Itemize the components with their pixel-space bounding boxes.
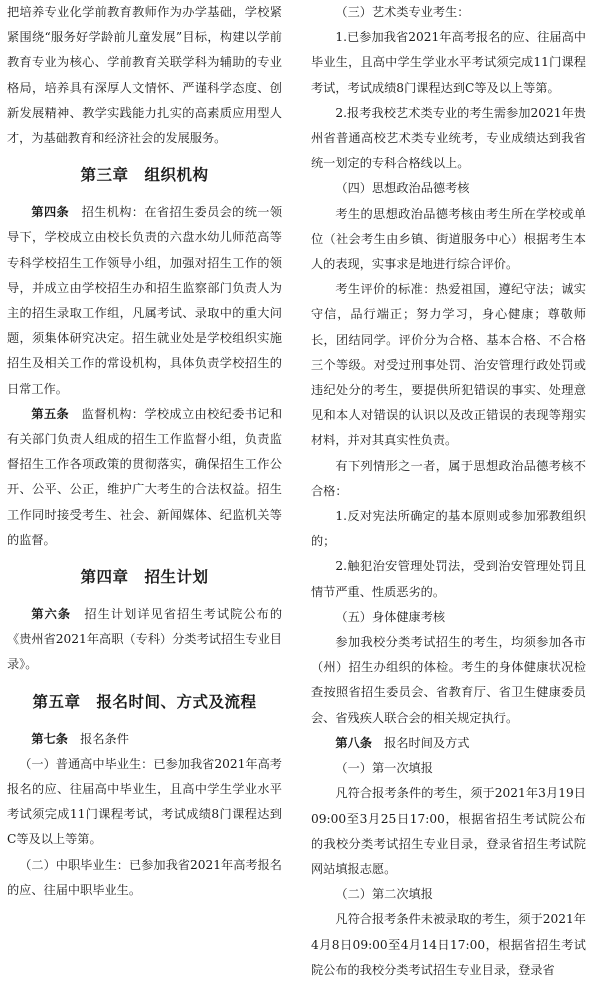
article-8 <box>311 731 586 756</box>
section-5-paragraph: 参加我校分类考试招生的考生，均须参加各市（州）招生办组织的体检。考生的身体健康状况检查按照省招生委员会、省教育厅、省卫生健康委员会、省残疾人联合会的相关规定执行。 <box>311 635 586 725</box>
section-4-paragraph-2: 考生评价的标准：热爱祖国，遵纪守法；诚实守信，品行端正；努力学习，身心健康；尊敬师长，团结同学。评价分为合格、基本合格、不合格三个等级。对受过刑事处罚、治安管理行政处罚或违纪处分的考生，要提供所犯错误的事实、处理意见和本人对错误的认识以及改正错误的表现等翔实材料，并对其真实性负责。 <box>311 282 586 448</box>
article-6-text: 招生计划详见省招生考试院公布的《贵州省2021年高职（专科）分类考试招生专业目录》。 <box>7 607 283 672</box>
article-6 <box>7 602 282 678</box>
round-1-paragraph: 凡符合报考条件的考生，须于2021年3月19日09:00至3月25日17:00，根据省招生考试院公布的我校分类考试招生专业目录，登录省招生考试院网站填报志愿。 <box>311 786 586 876</box>
article-7-heading: 第七条 <box>31 731 68 746</box>
chapter-5-title: 第五章 报名时间、方式及流程 <box>32 692 257 711</box>
article-8-text: 报名时间及方式 <box>371 735 470 750</box>
chapter-4-title: 第四章 招生计划 <box>80 568 209 587</box>
section-4-paragraph-1: 考生的思想政治品德考核由考生所在学校或单位（社会考生由乡镇、街道服务中心）根据考生本人的表现，实事求是地进行综合评价。 <box>311 206 586 272</box>
left-column <box>7 0 282 903</box>
article-5-heading: 第五条 <box>31 406 70 421</box>
section-4-paragraph-3: 有下列情形之一者，属于思想政治品德考核不合格： <box>311 458 586 498</box>
section-4-title: （四）思想政治品德考核 <box>335 181 470 196</box>
article-7-text: 报名条件 <box>67 731 129 746</box>
round-2-title: （二）第二次填报 <box>335 887 433 902</box>
article-7-item-1: （一）普通高中毕业生：已参加我省2021年高考报名的应、往届高中毕业生，且高中学生学业水平考试须完成11门课程考试，考试成绩8门课程达到C等及以上等第。 <box>7 756 282 847</box>
article-5-text: 监督机构：学校成立由校纪委书记和有关部门负责人组成的招生工作监督小组，负责监督招生工作各项政策的贯彻落实，确保招生工作公开、公平、公正，维护广大考生的合法权益。招生工作同时接受考生、社会、新闻媒体、纪监机关等的监督。 <box>7 406 283 547</box>
article-6-heading: 第六条 <box>31 607 72 622</box>
article-8-heading: 第八条 <box>335 735 372 750</box>
section-4-item-2: 2.触犯治安管理处罚法，受到治安管理处罚且情节严重、性质恶劣的。 <box>311 559 586 599</box>
article-4-heading: 第四条 <box>31 205 70 220</box>
intro-paragraph: 把培养专业化学前教育教师作为办学基础，学校紧紧围绕“服务好学龄前儿童发展”目标，构建以学前教育专业为核心、学前教育关联学科为辅助的专业格局，培养具有深厚人文情怀、严谨科学态度、创新发展精神、教学实践能力扎实的高素质应用型人才，为基础教育和经济社会的发展服务。 <box>7 5 282 146</box>
round-2-paragraph: 凡符合报考条件未被录取的考生，须于2021年4月8日09:00至4月14日17:00，根据省招生考试院公布的我校分类考试招生专业目录，登录省 <box>311 912 586 977</box>
section-3-title: （三）艺术类专业考生： <box>335 5 470 19</box>
article-7 <box>7 727 282 752</box>
chapter-3-title: 第三章 组织机构 <box>80 166 209 185</box>
section-3-item-2: 2.报考我校艺术类专业的考生需参加2021年贵州省普通高校艺术类专业统考，专业成绩达到我省统一划定的专科合格线以上。 <box>311 105 586 171</box>
round-1-title: （一）第一次填报 <box>335 761 433 776</box>
section-4-item-1: 1.反对宪法所确定的基本原则或参加邪教组织的； <box>311 509 586 549</box>
article-7-item-2: （二）中职毕业生：已参加我省2021年高考报名的应、往届中职毕业生。 <box>7 857 282 897</box>
right-column <box>311 0 586 983</box>
section-5-title: （五）身体健康考核 <box>335 609 446 624</box>
section-3-item-1: 1.已参加我省2021年高考报名的应、往届高中毕业生，且高中学生学业水平考试须完成11门课程考试，考试成绩8门课程达到C等及以上等第。 <box>311 30 586 95</box>
article-4-text: 招生机构：在省招生委员会的统一领导下，学校成立由校长负责的六盘水幼儿师范高等专科学校招生工作领导小组，加强对招生工作的领导，并成立由学校招生办和招生监察部门负责人为主的招生录取工作组，凡属考试、录取中的重大问题，须集体研究决定。招生就业处是学校组织实施招生及相关工作的常设机构，具体负责学校招生的日常工作。 <box>7 205 283 396</box>
article-5 <box>7 402 282 553</box>
article-4 <box>7 200 282 402</box>
